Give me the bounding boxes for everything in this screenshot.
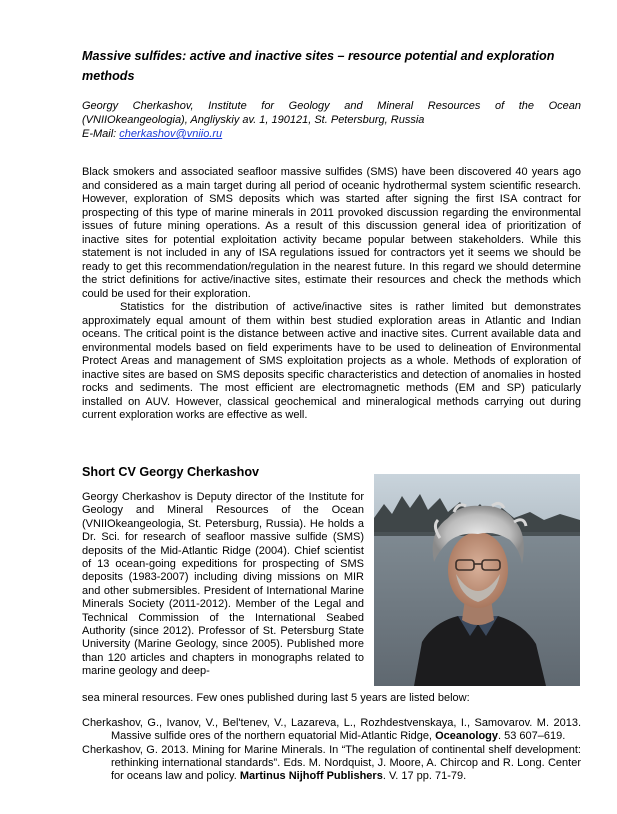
email-link[interactable]: cherkashov@vniio.ru bbox=[119, 128, 223, 140]
reference-text: Cherkashov, G. 2013. Mining for Marine Minerals. In “The regulation of continental shelf development: rethinking international standards”. Eds. M. Nordquist, J. Moore, A. Chircop and R. Long. Center for oceans law and policy. bbox=[82, 743, 581, 783]
reference-text: Cherkashov, G., Ivanov, V., Bel'tenev, V., Lazareva, L., Rozhdestvenskaya, I., Samovarov. M. 2013. Massive sulfide ores of the northern equatorial Mid-Atlantic Ridge, bbox=[82, 717, 581, 743]
email-label: E-Mail: bbox=[82, 128, 117, 140]
abstract bbox=[82, 166, 581, 423]
reference-journal: Oceanology bbox=[435, 730, 499, 743]
portrait-photo-image bbox=[374, 474, 580, 686]
reference-publisher: Martinus Nijhoff Publishers bbox=[239, 770, 383, 783]
reference-item bbox=[82, 717, 581, 744]
author-affiliation bbox=[82, 99, 581, 141]
title-line-2: methods bbox=[82, 69, 135, 83]
references-list bbox=[82, 717, 581, 783]
cv-heading: Short CV Georgy Cherkashov bbox=[82, 465, 260, 479]
author-line-2: (VNIIOkeangeologia), Angliyskiy av. 1, 190121, St. Petersburg, Russia bbox=[82, 114, 425, 126]
cv-text-tail: sea mineral resources. Few ones published during last 5 years are listed below: bbox=[82, 692, 470, 704]
author-line-1: Georgy Cherkashov, Institute for Geology and Mineral Resources of the Ocean bbox=[82, 100, 581, 112]
paper-title bbox=[82, 46, 580, 86]
email-row bbox=[82, 127, 581, 141]
reference-pages: . 53 607–619. bbox=[498, 730, 566, 743]
portrait-photo bbox=[374, 474, 580, 686]
abstract-paragraph-1: Black smokers and associated seafloor massive sulfides (SMS) have been discovered 40 years ago and considered as a main target during all period of oceanic hydrothermal system scientific research. However, exploration of SMS deposits which was started after signing the first ISA contract for prospecting of this type of marine minerals in 2011 provoked discussion regarding the environmental issues of future mining operations. As a result of this discussion general idea of prioritization of inactive sites for potential exploitation activity became popular between stakeholders. While this statement is not included in any of ISA regulations issued for contractors yet it seems we should be ready to get this recommendation/regulation in the nearest future. In this regard we should determine the strict definitions for active/inactive sites, estimate their resources and check the methods which could be used for their exploration. bbox=[82, 166, 581, 300]
cv-text: Georgy Cherkashov is Deputy director of the Institute for Geology and Mineral Resources of the Ocean (VNIIOkeangeologia, St. Petersburg, Russia). He holds a Dr. Sci. for research of seafloor massive sulfide (SMS) deposits of the Mid-Atlantic Ridge (2004). Chief scientist of 13 ocean-going expeditions for prospecting of SMS deposits (1983-2007) including diving missions on MIR and other submersibles. President of International Marine Minerals Society (2011-2012). Member of the Legal and Technical Commission of the International Seabed Authority (since 2012). Professor of St. Petersburg State University (Marine Geology, since 2005). Published more than 120 articles and chapters in monographs related to marine geology and deep- bbox=[82, 491, 364, 678]
abstract-paragraph-2: Statistics for the distribution of active/inactive sites is rather limited but demonstrates approximately equal amount of them within best studied exploration areas in Atlantic and Indian oceans. The critical point is the distance between active and inactive sites. Current available data and environmental models based on field experiments have to be used to delineation of Environmental Protect Areas and management of SMS exploitation projects as a whole. Methods of exploration of inactive sites are based on SMS deposits specific characteristics and detection of anomalies in hosted rocks and sediments. The most efficient are electromagnetic methods (EM and SP) paticularly installed on AUV. However, classical geochemical and mineralogical methods carrying out during current exploration works are effective as well. bbox=[82, 301, 581, 421]
reference-pages: . V. 17 pp. 71-79. bbox=[382, 770, 467, 783]
reference-item bbox=[82, 744, 581, 784]
title-line-1: Massive sulfides: active and inactive sites – resource potential and exploration bbox=[82, 49, 555, 63]
